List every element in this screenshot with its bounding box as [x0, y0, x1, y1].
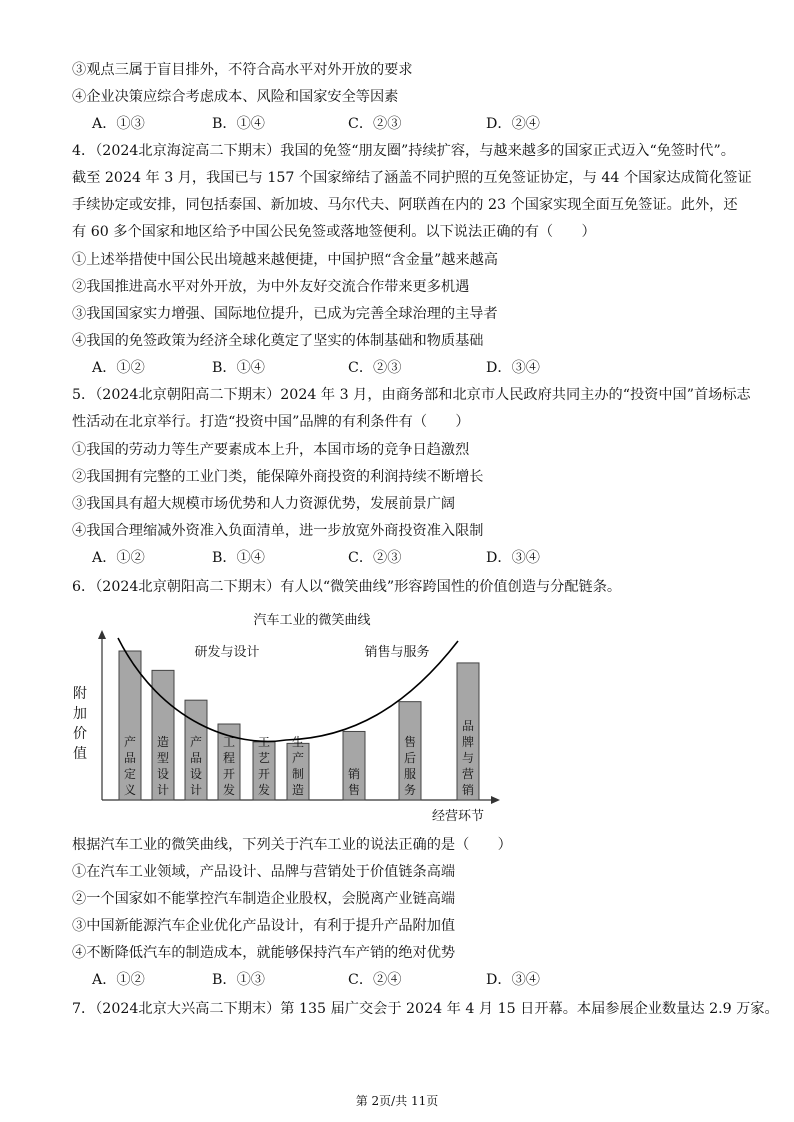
option-d: D．③④	[486, 550, 540, 566]
bar-label-7: 销售	[347, 767, 361, 797]
line-top-4: ④企业决策应综合考虑成本、风险和国家安全等因素	[72, 89, 399, 105]
q6-item-2: ②一个国家如不能掌控汽车制造企业股权，会脱离产业链高端	[72, 891, 456, 907]
smile-curve-chart	[66, 608, 516, 823]
q5-item-2: ②我国拥有完整的工业门类，能保障外商投资的利润持续不断增长	[72, 469, 484, 485]
option-b: B．①④	[212, 360, 265, 376]
q5-stem-1: 5．（2024北京朝阳高二下期末）2024 年 3 月，由商务部和北京市人民政府共同主办的“投资中国”首场标志	[72, 387, 751, 403]
bar-label-3: 产品设计	[189, 735, 203, 797]
x-axis-label: 经营环节	[431, 809, 485, 823]
bar-label-5: 工艺开发	[257, 735, 271, 797]
q7-stem: 7．（2024北京大兴高二下期末）第 135 届广交会于 2024 年 4 月 15 日开幕。本届参展企业数量达 2.9 万家。	[72, 1001, 779, 1017]
bar-label-9: 品牌与营销	[461, 719, 475, 797]
option-d: D．③④	[486, 972, 540, 988]
q5-item-3: ③我国具有超大规模市场优势和人力资源优势，发展前景广阔	[72, 496, 456, 512]
page-footer: 第 2页/共 11页	[355, 1094, 439, 1108]
annotation-rd: 研发与设计	[194, 645, 260, 660]
option-d: D．②④	[486, 116, 540, 132]
q4-stem-3: 手续协定或安排，同包括泰国、新加坡、马尔代夫、阿联酋在内的 23 个国家实现全面互免签证。此外，还	[72, 197, 738, 213]
option-a: A．①②	[92, 550, 145, 566]
y-axis-label: 附加价值	[73, 686, 87, 762]
q4-item-2: ②我国推进高水平对外开放，为中外友好交流合作带来更多机遇	[72, 279, 470, 295]
q4-stem-2: 截至 2024 年 3 月，我国已与 157 个国家缔结了涵盖不同护照的互免签证协定，与 44 个国家达成简化签证	[72, 170, 752, 186]
option-c: C．②③	[348, 116, 402, 132]
x-axis-arrow	[491, 796, 500, 804]
option-a: A．①③	[92, 116, 145, 132]
bar-label-2: 造型设计	[156, 735, 170, 797]
q5-item-4: ④我国合理缩减外资准入负面清单，进一步放宽外商投资准入限制	[72, 523, 484, 539]
option-a: A．①②	[92, 972, 145, 988]
option-a: A．①②	[92, 360, 145, 376]
q6-stem: 6．（2024北京朝阳高二下期末）有人以“微笑曲线”形容跨国性的价值创造与分配链条。	[72, 579, 622, 595]
option-b: B．①④	[212, 116, 265, 132]
y-axis-arrow	[98, 630, 106, 639]
option-b: B．①④	[212, 550, 265, 566]
q6-item-3: ③中国新能源汽车企业优化产品设计，有利于提升产品附加值	[72, 918, 456, 934]
q5-item-1: ①我国的劳动力等生产要素成本上升，本国市场的竞争日趋激烈	[72, 442, 470, 458]
bar-label-6: 生产制造	[291, 735, 305, 797]
q4-item-1: ①上述举措使中国公民出境越来越便捷，中国护照“含金量”越来越高	[72, 252, 498, 268]
chart-title: 汽车工业的微笑曲线	[253, 613, 371, 628]
q6-item-1: ①在汽车工业领域，产品设计、品牌与营销处于价值链条高端	[72, 864, 456, 880]
option-c: C．②③	[348, 550, 402, 566]
line-top-3: ③观点三属于盲目排外，不符合高水平对外开放的要求	[72, 62, 413, 78]
bar-label-1: 产品定义	[123, 735, 137, 797]
annotation-sales: 销售与服务	[364, 645, 430, 660]
q6-after-chart: 根据汽车工业的微笑曲线，下列关于汽车工业的说法正确的是（ ）	[72, 837, 512, 853]
q6-item-4: ④不断降低汽车的制造成本，就能够保持汽车产销的绝对优势	[72, 945, 456, 961]
option-c: C．②④	[348, 972, 402, 988]
q5-stem-2: 性活动在北京举行。打造“投资中国”品牌的有利条件有（ ）	[72, 414, 470, 430]
q4-item-3: ③我国国家实力增强、国际地位提升，已成为完善全球治理的主导者	[72, 306, 498, 322]
option-d: D．③④	[486, 360, 540, 376]
q4-stem-4: 有 60 多个国家和地区给予中国公民免签或落地签便利。以下说法正确的有（ ）	[72, 224, 596, 240]
bar-label-8: 售后服务	[403, 735, 417, 797]
option-c: C．②③	[348, 360, 402, 376]
option-b: B．①③	[212, 972, 265, 988]
q4-item-4: ④我国的免签政策为经济全球化奠定了坚实的体制基础和物质基础	[72, 333, 484, 349]
bar-label-4: 工程开发	[222, 735, 236, 797]
q4-stem-1: 4．（2024北京海淀高二下期末）我国的免签“朋友圈”持续扩容，与越来越多的国家正式迈入“免签时代”。	[72, 143, 735, 159]
